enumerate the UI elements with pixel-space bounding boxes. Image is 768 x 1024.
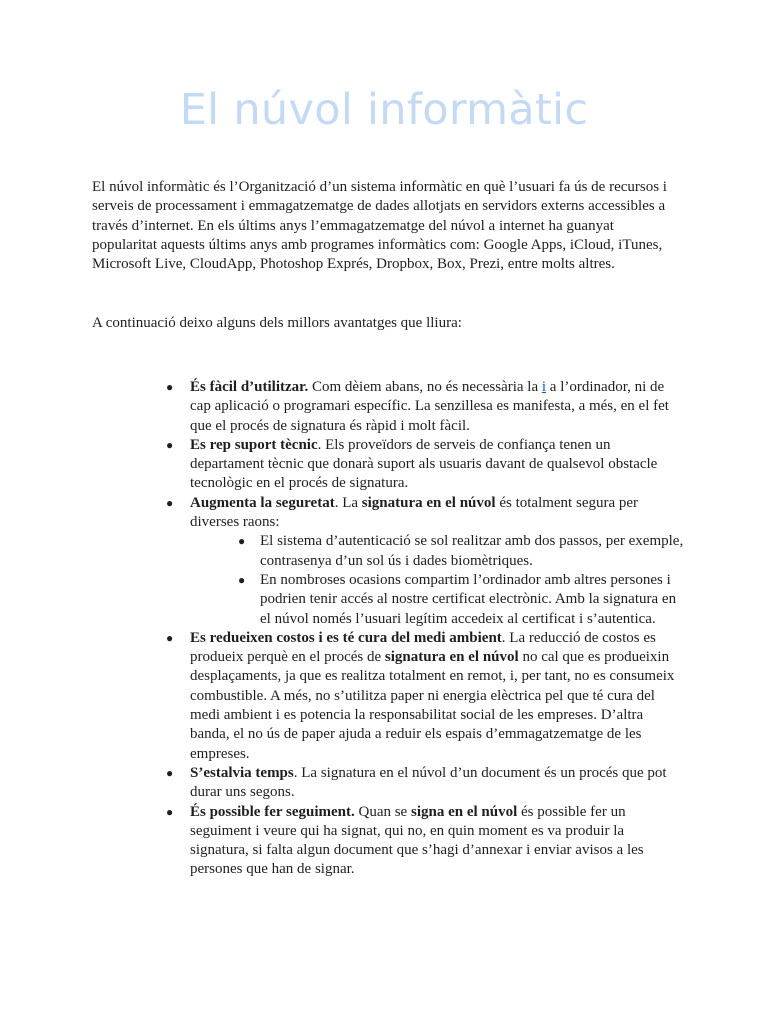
bullet-icon: ● [238, 572, 246, 587]
advantages-list [164, 378, 684, 880]
bullet-icon: ● [166, 437, 174, 452]
item-heading: És fàcil d’utilitzar. [190, 379, 309, 395]
item-heading: Es redueixen costos i es té cura del medi ambient [190, 629, 502, 646]
item-text: Quan se [354, 803, 411, 820]
sub-item-text: El sistema d’autenticació se sol realitzar amb dos passos, per exemple, contrasenya d’un sol ús i dades biomètriques. [260, 533, 684, 569]
list-item [164, 629, 684, 764]
item-heading: Es rep suport tècnic [190, 436, 318, 453]
bullet-icon: ● [238, 534, 246, 549]
bullet-icon: ● [166, 380, 174, 394]
item-heading: Augmenta la seguretat [190, 494, 335, 511]
item-text: no cal que es produeixin desplaçaments, ja que es realitza totalment en remot, i, per tant, no es consumeix combustible. A més, no s’utilitza paper ni energia elèctrica pel que té cura del medi ambient i es potencia la responsabilitat social de les empreses. D’altra banda, el no ús de paper ajuda a reduir els espais d’emmagatzematge de les empreses. [190, 649, 675, 762]
bullet-icon: ● [166, 765, 174, 780]
item-emphasis: signa en el núvol [410, 803, 518, 820]
bullet-icon: ● [166, 630, 174, 645]
item-text: . La [334, 494, 362, 511]
sub-list-item [238, 532, 684, 571]
item-emphasis: signatura en el núvol [361, 494, 496, 511]
bullet-icon: ● [166, 495, 174, 510]
item-text: és possible fer un seguiment i veure qui ha signat, qui no, en quin moment es va produir la signatura, si falta algun document que s’hagi d’annexar i enviar avisos a les persones que han de signar. [190, 803, 644, 878]
item-text: Com dèiem abans, no és necessària la [308, 379, 542, 395]
list-item [164, 494, 684, 629]
security-sublist [238, 532, 684, 628]
page-title: El núvol informàtic [179, 85, 589, 135]
item-text: . Els proveïdors de serveis de confiança tenen un departament tècnic que donarà suport als usuaris davant de qualsevol obstacle tecnològic en el procés de signatura. [190, 436, 658, 492]
intro-paragraph: El núvol informàtic és l’Organització d’un sistema informàtic en què l’usuari fa ús de recursos i serveis de processament i emmagatzematge de dades allotjats en servidors externs accessibles a través d’internet. En els últims anys l’emmagatzematge del núvol a internet ha guanyat popularitat aquests últims anys amb programes informàtics com: Google Apps, iCloud, iTunes, Microsoft Live, CloudApp, Photoshop Exprés, Dropbox, Box, Prezi, entre molts altres. [92, 179, 667, 273]
lead-paragraph: A continuació deixo alguns dels millors avantatges que lliura: [92, 315, 462, 331]
list-item [164, 803, 684, 880]
item-heading: És possible fer seguiment. [190, 803, 355, 820]
bullet-icon: ● [166, 804, 174, 819]
sub-list-item [238, 571, 684, 629]
sub-item-text: En nombroses ocasions compartim l’ordinador amb altres persones i podrien tenir accés al nostre certificat electrònic. Amb la signatura en el núvol només l’usuari legítim accedeix al certificat i s’autentica. [260, 571, 677, 627]
list-item [164, 378, 684, 436]
inline-link[interactable]: i [541, 379, 547, 395]
list-item [164, 764, 684, 803]
item-text: . La signatura en el núvol d’un document és un procés que pot durar uns segons. [190, 764, 667, 801]
item-text: . La reducció de costos es produeix perquè en el procés de [190, 629, 656, 666]
item-emphasis: signatura en el núvol [384, 649, 519, 666]
list-item [164, 436, 684, 494]
item-text: a l’ordinador, ni de cap aplicació o programari específic. La senzillesa es manifesta, a més, en el fet que el procés de signatura és ràpid i molt fàcil. [190, 379, 669, 434]
item-heading: S’estalvia temps [190, 764, 294, 781]
item-text: és totalment segura per diverses raons: [190, 494, 639, 531]
